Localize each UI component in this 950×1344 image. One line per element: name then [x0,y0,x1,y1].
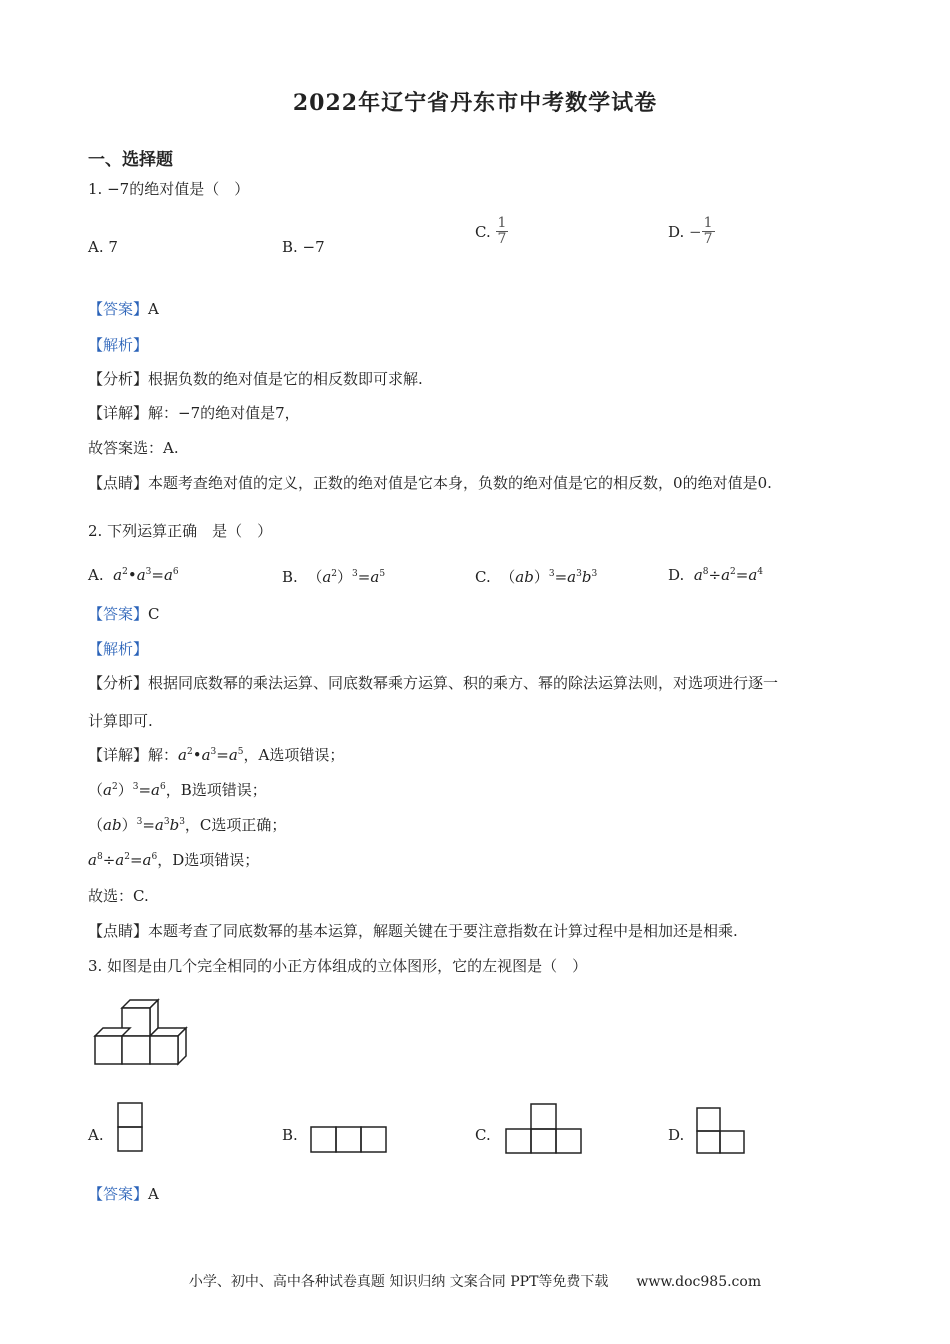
q1-dianjing-text: 本题考查绝对值的定义，正数的绝对值是它本身，负数的绝对值是它的相反数，0的绝对值是0. [148,474,772,492]
q2-step-b-text: ，B选项错误； [165,781,267,799]
q2-step-c: $(ab)^3=a^3b^3$，C选项正确； [88,816,287,834]
q1-xiangjie-text: 解：−7的绝对值是7， [148,404,300,422]
q1-xiangjie [88,402,300,423]
q2-xiangjie-prefix: 解： [148,746,179,764]
q1-option-c-fraction [496,216,509,248]
q1-option-d-label: D. [668,222,685,241]
page-footer: 小学、初中、高中各种试卷真题 知识归纳 文案合同 PPT等免费下载 www.doc985.com [188,1274,762,1290]
q2-step-b: $(a^2)^3=a^6$，B选项错误； [88,781,267,799]
q2-answer-value: C [148,605,160,623]
fenxi-tag: 【分析】 [88,674,149,692]
q2-stem: 2. 下列运算正确 是（ ） [88,522,273,540]
q1-dianjing [88,472,772,493]
q1-option-d-sign: − [689,222,702,241]
q3-stem: 3. 如图是由几个完全相同的小正方体组成的立体图形，它的左视图是（ ） [88,957,588,975]
q1-option-c-label: C. [475,222,491,241]
q1-option-d-fraction [702,216,715,248]
q3-option-b-label: B. [282,1126,298,1144]
q2-step-d: $a^8\div a^2=a^6$，D选项错误； [88,851,260,869]
q3-answer [88,1183,159,1204]
q2-step-c-text: ，C选项正确； [184,816,287,834]
q1-option-c-denominator: 7 [497,231,507,248]
q1-option-a: A. 7 [88,238,118,256]
q3-option-d-label: D. [668,1126,685,1144]
q2-fenxi-line2: 计算即可. [88,712,153,730]
q1-answer [88,298,159,319]
q2-dianjing [88,920,738,941]
page-title: 2022年辽宁省丹东市中考数学试卷 [292,90,658,116]
q1-option-b: B. −7 [282,238,325,256]
q2-analysis-tag: 【解析】 [88,640,149,658]
q2-option-b: B. $(a^2)^3=a^5$ [282,568,386,586]
q1-option-d-denominator: 7 [703,231,713,248]
q1-analysis-tag: 【解析】 [88,336,149,354]
xiangjie-tag: 【详解】 [88,404,149,422]
answer-tag: 【答案】 [88,605,149,623]
q2-fenxi-text: 根据同底数幂的乘法运算、同底数幂乘方运算、积的乘方、幂的除法运算法则，对选项进行逐一 [148,674,779,692]
cube-solid-figure [92,996,192,1070]
q3-option-c-figure [505,1103,582,1154]
q2-dianjing-text: 本题考查了同底数幂的基本运算，解题关键在于要注意指数在计算过程中是相加还是相乘. [148,922,738,940]
q2-option-c-label: C. [475,568,491,586]
q2-conclusion: 故选：C. [88,887,149,905]
q1-answer-value: A [148,300,159,318]
q3-option-a-label: A. [88,1126,104,1144]
q3-option-d-figure [696,1107,746,1154]
answer-tag: 【答案】 [88,1185,149,1203]
q3-option-b-figure [310,1126,387,1153]
q1-conclusion: 故答案选：A. [88,439,179,457]
q1-fenxi-text: 根据负数的绝对值是它的相反数即可求解. [148,370,423,388]
q2-option-c: C. $(ab)^3=a^3b^3$ [475,568,598,586]
q2-step-a-text: ，A选项错误； [243,746,345,764]
q2-option-a: A. $a^2•a^3=a^6$ [88,566,179,584]
q2-option-d: D. $a^8\div a^2=a^4$ [668,566,764,584]
answer-tag: 【答案】 [88,300,149,318]
q1-option-c-numerator: 1 [497,215,507,231]
q2-step-d-text: ，D选项错误； [157,851,260,869]
q1-fenxi [88,368,423,389]
q3-option-a-figure [117,1102,143,1152]
q2-answer [88,603,160,624]
dianjing-tag: 【点睛】 [88,474,149,492]
q1-option-d [668,216,715,248]
dianjing-tag: 【点睛】 [88,922,149,940]
fenxi-tag: 【分析】 [88,370,149,388]
q2-option-d-label: D. [668,566,685,584]
q2-fenxi [88,672,778,693]
q1-stem: 1. −7的绝对值是（ ） [88,180,250,198]
q3-answer-value: A [148,1185,159,1203]
q3-option-c-label: C. [475,1126,491,1144]
q2-option-b-label: B. [282,568,298,586]
xiangjie-tag: 【详解】 [88,746,149,764]
q2-xiangjie: 【详解】解：$a^2•a^3=a^5$，A选项错误； [88,746,345,764]
q2-option-a-label: A. [88,566,104,584]
q1-option-c [475,216,508,248]
q1-option-d-numerator: 1 [703,215,713,231]
section-title: 一、选择题 [88,150,173,170]
